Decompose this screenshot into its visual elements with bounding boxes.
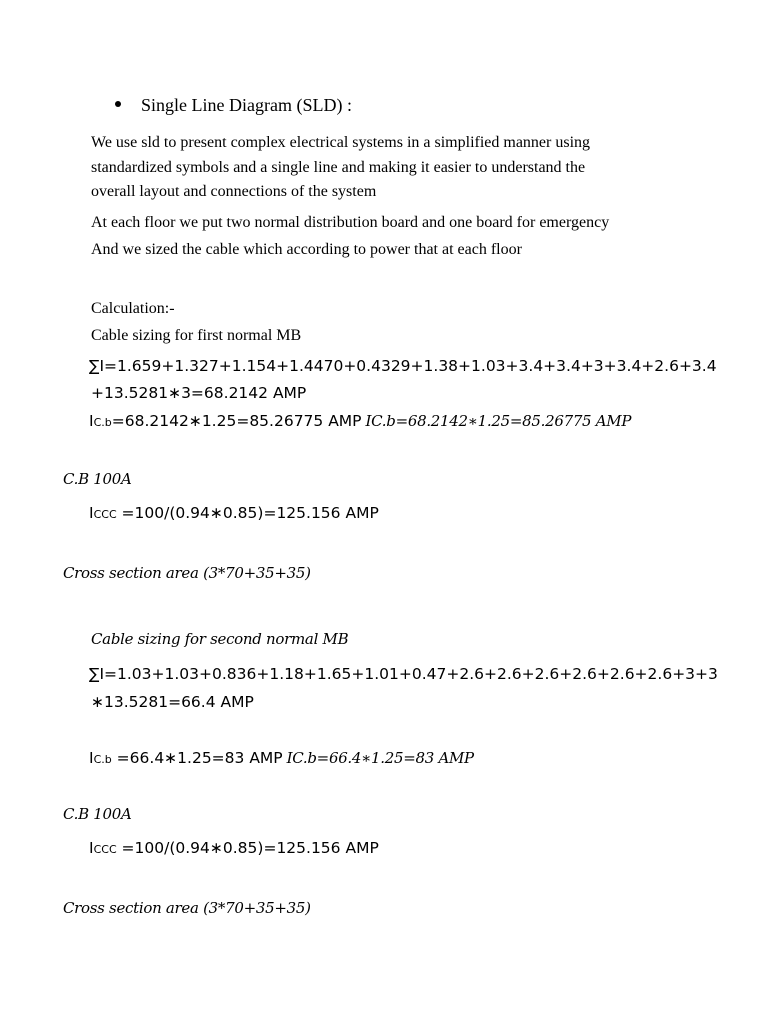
section2-cb: C.B 100A xyxy=(63,805,132,823)
section1-sum-line1: ∑I=1.659+1.327+1.154+1.4470+0.4329+1.38+1.03+3.4+3.4+3+3.4+2.6+3.4 xyxy=(89,357,717,375)
calculation-label: Calculation:- xyxy=(91,300,175,317)
section2-cross-section: Cross section area (3*70+35+35) xyxy=(63,899,311,917)
section2-icb-prefix: I xyxy=(89,749,94,767)
section1-icb-prefix: I xyxy=(89,412,94,430)
section2-iccc-value: =100/(0.94∗0.85)=125.156 AMP xyxy=(116,839,379,857)
bullet-icon xyxy=(115,101,121,107)
paragraph-line: At each floor we put two normal distribution board and one board for emergency xyxy=(91,214,610,231)
section2-iccc-prefix: I xyxy=(89,839,94,857)
section1-iccc-value: =100/(0.94∗0.85)=125.156 AMP xyxy=(116,504,379,522)
section2-sum-line1: ∑I=1.03+1.03+0.836+1.18+1.65+1.01+0.47+2.6+2.6+2.6+2.6+2.6+2.6+3+3 xyxy=(89,665,718,683)
section1-icb-value: =68.2142∗1.25=85.26775 AMP xyxy=(111,412,362,430)
section-heading: Single Line Diagram (SLD) : xyxy=(141,95,352,115)
section2-title: Cable sizing for second normal MB xyxy=(91,630,349,648)
section1-icb-italic: IC.b=68.2142∗1.25=85.26775 AMP xyxy=(365,412,632,430)
section1-title: Cable sizing for first normal MB xyxy=(91,327,302,344)
section1-cross-section: Cross section area (3*70+35+35) xyxy=(63,564,311,582)
paragraph-line: And we sized the cable which according to power that at each floor xyxy=(91,241,522,258)
section2-icb-sub: C.b xyxy=(93,753,112,766)
section2-icb-value: =66.4∗1.25=83 AMP xyxy=(111,749,283,767)
paragraph-line: standardized symbols and a single line and making it easier to understand the xyxy=(91,159,586,176)
section1-icb-sub: C.b xyxy=(93,416,112,429)
section1-icb-line xyxy=(89,414,631,430)
section2-icb-line xyxy=(89,751,474,767)
section2-icb-italic: IC.b=66.4∗1.25=83 AMP xyxy=(286,749,474,767)
section2-sum-line2: ∗13.5281=66.4 AMP xyxy=(91,693,254,711)
paragraph-line: overall layout and connections of the system xyxy=(91,183,377,200)
section2-iccc-line xyxy=(89,841,379,857)
section1-cb: C.B 100A xyxy=(63,470,132,488)
section1-iccc-line xyxy=(89,506,379,522)
section2-iccc-sub: CCC xyxy=(93,843,117,856)
section1-iccc-sub: CCC xyxy=(93,508,117,521)
paragraph-line: We use sld to present complex electrical systems in a simplified manner using xyxy=(91,134,591,151)
section1-sum-line2: +13.5281∗3=68.2142 AMP xyxy=(91,384,307,402)
section1-iccc-prefix: I xyxy=(89,504,94,522)
